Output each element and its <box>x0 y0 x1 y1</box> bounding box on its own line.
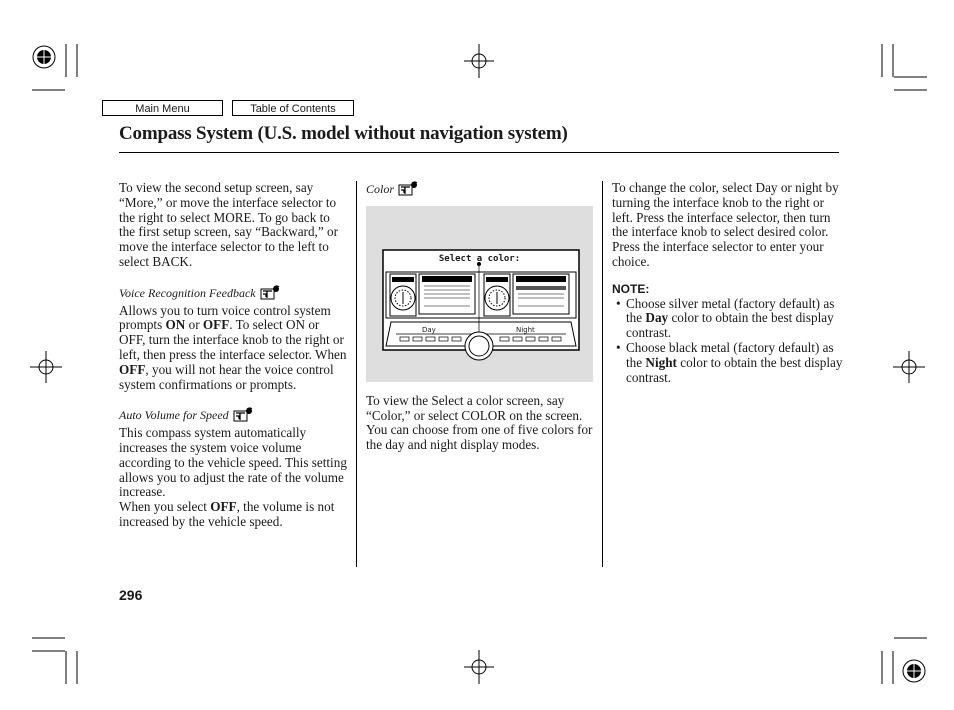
color-screen-illustration <box>366 206 593 382</box>
column-right <box>612 181 844 385</box>
table-of-contents-button[interactable]: Table of Contents <box>232 100 354 116</box>
column-left <box>119 181 347 530</box>
page-title: Compass System (U.S. model without navigation system) <box>119 123 568 144</box>
main-menu-button[interactable]: Main Menu <box>102 100 223 116</box>
column-middle <box>366 181 594 453</box>
list-item: • Choose silver metal (factory default) as the Day color to obtain the best display contrast. <box>612 297 844 341</box>
note-list <box>612 297 844 386</box>
talk-icon <box>233 407 253 426</box>
night-label: Night <box>516 325 535 334</box>
day-label: Day <box>422 325 436 334</box>
voice-feedback-heading: Voice Recognition Feedback <box>119 285 347 304</box>
auto-volume-body: This compass system automatically increases the system voice volume according to the vehicle speed. This setting allows you to adjust the rate of the volume increase. <box>119 425 347 500</box>
screen-frame <box>366 206 593 382</box>
talk-icon <box>260 285 280 304</box>
note-heading: NOTE: <box>612 281 650 296</box>
intro-paragraph: To view the second setup screen, say “More,” or move the interface selector to the right to select MORE. To go back to the first setup screen, say “Backward,” or move the interface selector to the left to select BACK. <box>119 180 338 269</box>
auto-volume-off-note: When you select OFF, the volume is not increased by the vehicle speed. <box>119 499 335 529</box>
talk-icon <box>398 181 418 200</box>
auto-volume-heading: Auto Volume for Speed <box>119 407 347 426</box>
voice-feedback-body: Allows you to turn voice control system prompts ON or OFF. To select ON or OFF, turn the interface knob to the right or left, then press the interface selector. When OFF, you will not hear the voice control system confirmations or prompts. <box>119 302 347 392</box>
column-divider <box>356 181 357 567</box>
color-body: To view the Select a color screen, say “Color,” or select COLOR on the screen. You can choose from one of five colors for the day and night display modes. <box>366 392 593 453</box>
change-color-paragraph: To change the color, select Day or night by turning the interface knob to the right or left. Press the interface selector, then turn the interface knob to select desired color. Press the interface selector to enter your choice. <box>612 180 839 269</box>
list-item: • Choose black metal (factory default) as the Night color to obtain the best display contrast. <box>612 341 844 385</box>
title-divider <box>119 152 839 153</box>
page-number: 296 <box>119 587 143 603</box>
screen-title: Select a color: <box>438 253 521 264</box>
color-heading: Color <box>366 181 594 200</box>
column-divider <box>602 181 603 567</box>
